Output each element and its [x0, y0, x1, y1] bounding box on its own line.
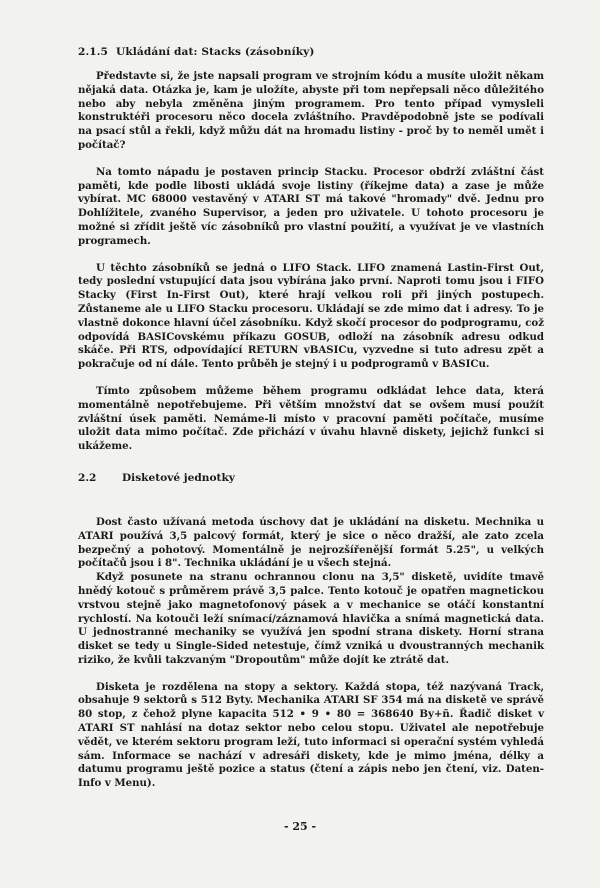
section-heading-2-1-5 — [78, 46, 544, 58]
section-heading-2-2 — [78, 472, 544, 484]
paragraph: Když posunete na stranu ochrannou clonu na 3,5" disketě, uvidíte tmavě hnědý kotouč s průměrem právě 3,5 palce. Tento kotouč je opatřen magnetickou vrstvou stejně jako magnetofonový pásek a v mechanice se otáčí konstantní rychlostí. Na kotouči leží snímací/záznamová hlavička a snímá magnetická data. U jednostranné mechaniky se využívá jen spodní strana diskety. Horní strana disket se tedy u Single-Sided netestuje, čímž vzniká u dvoustranných mechanik riziko, že kvůli takzvaným "Dropoutům" může dojít ke ztrátě dat. — [78, 571, 544, 666]
section-title: Disketové jednotky — [122, 471, 235, 484]
paragraph: Dost často užívaná metoda úschovy dat je ukládání na disketu. Mechnika u ATARI používá 3,5 palcový formát, který je sice o něco dražší, ale zato zcela bezpečný a pohotový. Momentálně je nejrozšířenější formát 5.25", u velkých počítačů jsou i 8". Technika ukládání je u všech stejná. — [78, 515, 544, 570]
page-number: - 25 - — [283, 820, 317, 833]
paragraph: U těchto zásobníků se jedná o LIFO Stack. LIFO znamená Lastin-First Out, tedy poslední vstupující data jsou vybírána jako první. Naproti tomu jsou i FIFO Stacky (First In-First Out), které hrají velkou roli při jiných postupech. Zůstaneme ale u LIFO Stacku procesoru. Ukládají se zde mimo dat i adresy. To je vlastně dokonce hlavní účel zásobníku. Když skočí procesor do podprogramu, což odpovídá BASICovskému příkazu GOSUB, odloží na zásobník adresu odkud skáče. Při RTS, odpovídající RETURN vBASICu, vyzvedne si tuto adresu zpět a pokračuje od ní dále. Tento průběh je stejný i u podprogramů v BASICu. — [78, 261, 544, 371]
section-number: 2.2 — [78, 471, 97, 484]
section-number: 2.1.5 — [78, 46, 108, 58]
paragraph: Tímto způsobem můžeme během programu odkládat lehce data, která momentálně nepotřebujeme. Při větším množství dat se ovšem musí použít zvláštní úsek paměti. Nemáme-li místo v pracovní paměti počítače, musíme uložit data mimo počítač. Zde přichází v úvahu hlavně diskety, jejichž funkci si ukážeme. — [78, 384, 544, 453]
section-title: Ukládání dat: Stacks (zásobníky) — [116, 46, 315, 58]
paragraph: Disketa je rozdělena na stopy a sektory. Každá stopa, též nazývaná Track, obsahuje 9 sektorů s 512 Byty. Mechanika ATARI SF 354 má na disketě ve správě 80 stop, z čehož plyne kapacita 512 • 9 • 80 = 368640 By+ñ. Řadič disket v ATARI ST nahlásí na dotaz sektor nebo celou stopu. Uživatel ale nepotřebuje vědět, ve kterém sektoru program leží, tuto informaci si operační systém vyhledá sám. Informace se nachází v adresáři diskety, kde je mimo jména, délky a datumu programu ještě pozice a status (čtení a zápis nebo jen čtení, viz. Daten-Info v Menu). — [78, 680, 544, 790]
paragraph: Na tomto nápadu je postaven princip Stacku. Procesor obdrží zvláštní část paměti, kde podle libosti ukládá svoje listiny (říkejme data) a zase je může vybírat. MC 68000 vestavěný v ATARI ST má takové "hromady" dvě. Jednu pro Dohlížitele, zvaného Supervisor, a jeden pro uživatele. U tohoto procesoru je možné si zřídit ještě víc zásobníků pro vlastní použití, a využívat je ve vlastních programech. — [78, 165, 544, 247]
paragraph: Představte si, že jste napsali program ve strojním kódu a musíte uložit někam nějaká data. Otázka je, kam je uložíte, abyste při tom nepřepsali něco důležitého nebo aby nebyla změněna jiným programem. Pro tento případ vymysleli konstruktéři procesoru něco docela zvláštního. Pravděpodobně jste se podívali na psací stůl a řekli, když můžu dát na hromadu listiny - proč by to neměl umět i počítač? — [78, 70, 544, 151]
